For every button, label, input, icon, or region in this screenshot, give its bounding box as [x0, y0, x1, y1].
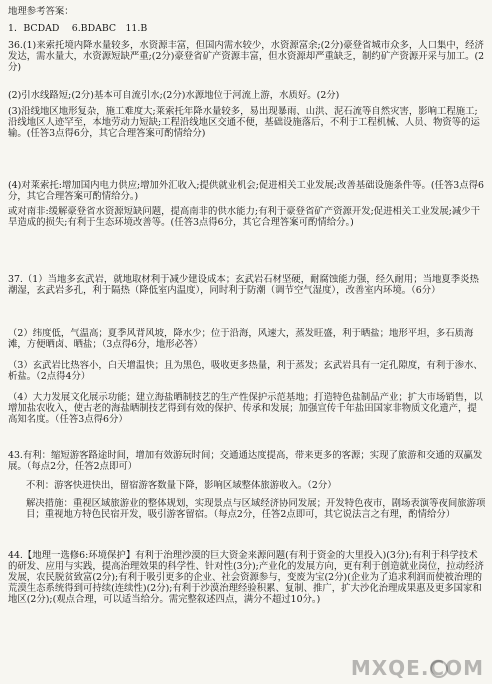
watermark: MXQE.COM — [350, 656, 484, 680]
q43-measures: 解决措施：重视区域旅游业的整体规划，实现景点与区域经济协同发展；开发特色夜市，剧场表演等夜间旅游项目；重视地方特色民宿开发，吸引游客留宿。（每点2分，任答2点即可，其它说法言之有理，酌情给分） — [26, 498, 486, 520]
mc-answers: 1．BCDAD 6.BDABC 11.B — [8, 23, 148, 34]
q36-part1: 36.(1)来索托境内降水量较多，水资源丰富，但国内需水较少，水资源富余;(2分)豪登省城市众多，人口集中，经济发达，需水量大，水资源短缺严重;(2分)豪登省矿产资源丰富，但水资源却严重缺乏，制约矿产资源开采与加工。(2分) — [8, 40, 485, 73]
q36-part3: (3)沿线地区地形复杂，施工难度大;莱索托年降水量较多，易出现暴雨、山洪、泥石流等自然灾害，影响工程施工;沿线地区人迹罕至，本地劳动力短缺;工程沿线地区交通不便，基础设施落后，不利于工程机械、人员、物资等的运输。(任答3点得6分，其它合理答案可酌情给分) — [8, 106, 480, 139]
doc-title: 地理参考答案： — [8, 6, 74, 17]
q43-advantages: 43.有利：缩短游客路途时间，增加有效游玩时间；交通通达度提高，带来更多的客源；实现了旅游和交通的双赢发展。（每点2分，任答2点即可） — [8, 450, 483, 472]
q36-part4a: (4)对莱索托:增加国内电力供应;增加外汇收入;提供就业机会;促进相关工业发展;改善基础设施条件等。(任答3点得6分，其它合理答案可酌情给分。) — [8, 180, 484, 202]
q37-part3: （3）玄武岩比热容小，白天增温快；且为黑色，吸收更多热量，利于蒸发；玄武岩具有一定孔隙度，有利于渗水、析盐。（2点得4分） — [8, 360, 483, 382]
q36-part4b: 或对南非:缓解豪登省水资源短缺问题，提高南非的供水能力;有利于豪登省矿产资源开发;促进相关工业发展;减少干旱造成的损失;有利于生态环境改善等。(任答3点得6分，其它合理答案可酌情给分。) — [8, 206, 481, 228]
q37-part2: （2）纬度低，气温高；夏季风背风坡，降水少；位于沿海，风速大，蒸发旺盛，利于晒盐；地形平坦，多石质海滩，方便晒卤、晒盐；（3点得6分，地形必答） — [8, 328, 474, 350]
q43-disadvantages: 不利：游客快进快出，留宿游客数量下降，影响区域整体旅游收入。（2分） — [26, 480, 337, 491]
q44-answer: 44.【地理一选修6:环境保护】有利于治理沙漠的巨大资金来源问题(有利于资金的大里投入)(3分);有利于科学技术的研发、应用与实践，提高治理效果的科学性、针对性(3分);产业化的发展方向，更有利于创造就业岗位，拉动经济发展，农民脱贫致富(2分);有利于吸引更多的企业、社会资源参与，变废为宝(2分)(企业为了追求利润而使被治理的荒漠生态系统得到可持续(连续性)(2分);有利于沙漠治理经验积累、复制、推广，扩大沙化治理成果惠及更多国家和地区(2分);(观点合理，可以适当给分。需完整叙述四点，满分不超过10分。) — [8, 550, 484, 605]
q37-part4: （4）大力发展文化展示功能；建立海盐晒制技艺的生产性保护示范基地；打造特色盐制品产业；扩大市场销售，以增加盐农收入，使古老的海盐晒制技艺得到有效的保护、传承和发展；加强宣传千年盐田国家非物质文化遗产，提高知名度。（任答3点得6分） — [8, 392, 483, 425]
q37-part1: 37.（1）当地多玄武岩，就地取材利于减少建设成本；玄武岩石材坚硬，耐腐蚀能力强，经久耐用；当地夏季炎热潮湿，玄武岩多孔，利于隔热（降低室内温度），同时利于防潮（调节空气湿度），改善室内环境。（6分） — [8, 274, 479, 296]
q36-part2: (2)引水线路短;(2分)基本可自流引水;(2分)水源地位于河流上游，水质好。(2分) — [8, 90, 340, 101]
